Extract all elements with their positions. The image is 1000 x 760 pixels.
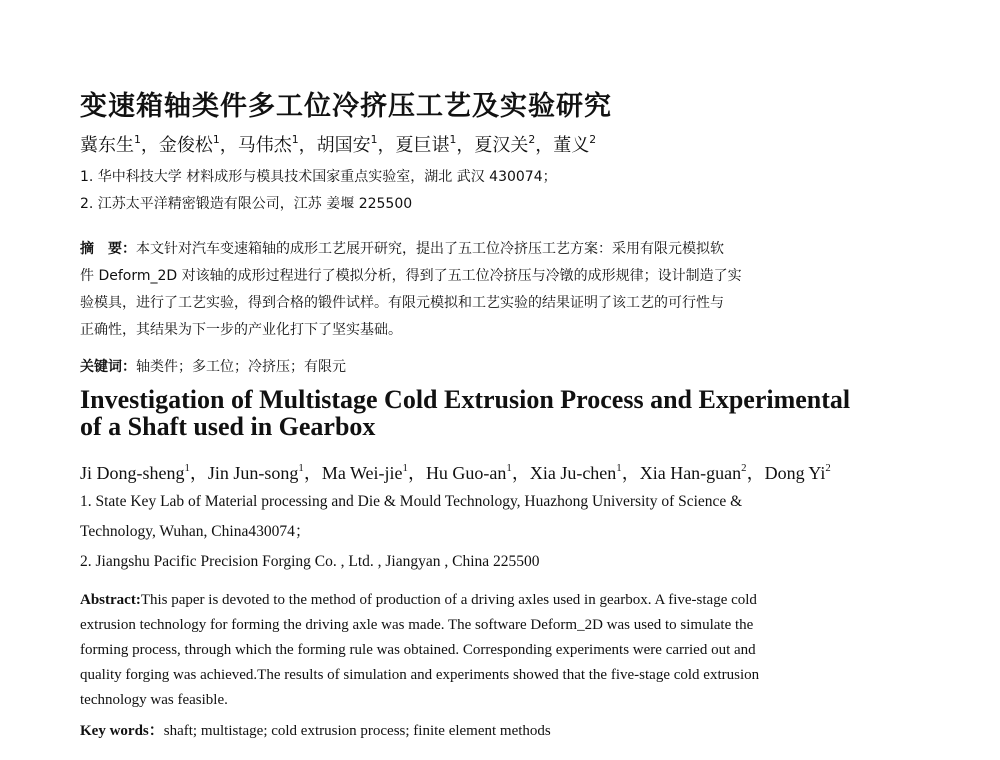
en-keywords-value: shaft; multistage; cold extrusion process; finite element methods <box>163 723 551 739</box>
zh-author-1: 冀东生 <box>80 135 134 156</box>
en-author-separator: ， <box>621 463 640 483</box>
zh-author-4: 胡国安 <box>316 135 371 156</box>
en-author-6: Xia Han-guan <box>639 463 742 483</box>
en-author-7-affiliation-mark: 2 <box>825 461 831 474</box>
zh-author-separator: ， <box>456 135 475 156</box>
zh-author-5-affiliation-mark: 1 <box>449 132 457 146</box>
zh-author-separator: ， <box>140 135 159 156</box>
zh-author-7-affiliation-mark: 2 <box>589 132 597 146</box>
en-author-6-affiliation-mark: 2 <box>741 461 747 474</box>
zh-abstract-line-1: 摘 要：本文针对汽车变速箱轴的成形工艺展开研究，提出了五工位冷挤压工艺方案：采用有限元模拟软 <box>80 241 724 257</box>
en-title <box>80 386 850 440</box>
en-author-2: Jin Jun-song <box>207 463 299 483</box>
zh-author-separator: ， <box>298 135 317 156</box>
en-affiliation-line-2: Technology, Wuhan, China430074； <box>80 523 311 540</box>
zh-author-3-affiliation-mark: 1 <box>291 132 299 146</box>
en-author-4-affiliation-mark: 1 <box>506 461 512 474</box>
zh-author-5: 夏巨谌 <box>395 135 450 156</box>
en-abstract <box>80 588 759 713</box>
en-affiliations <box>80 487 742 577</box>
zh-author-7: 董义 <box>553 135 590 156</box>
en-abstract-line-5: technology was feasible. <box>80 692 228 708</box>
en-affiliation-line-1: 1. State Key Lab of Material processing and Die & Mould Technology, Huazhong University of Science & <box>80 493 743 510</box>
en-author-5: Xia Ju-chen <box>529 463 617 483</box>
zh-author-1-affiliation-mark: 1 <box>134 132 141 146</box>
en-affiliation-line-3: 2. Jiangshu Pacific Precision Forging Co. , Ltd. , Jiangyan , China 225500 <box>80 553 540 570</box>
zh-author-4-affiliation-mark: 1 <box>370 132 378 146</box>
zh-author-separator: ， <box>377 135 396 156</box>
en-abstract-label: Abstract: <box>80 592 141 608</box>
en-author-separator: ， <box>303 463 322 483</box>
en-author-1: Ji Dong-sheng <box>80 463 185 483</box>
zh-affiliation-2: 2. 江苏太平洋精密锻造有限公司，江苏 姜堰 225500 <box>80 196 413 212</box>
en-keywords <box>80 719 551 740</box>
en-title-line-1: Investigation of Multistage Cold Extrusion Process and Experimental <box>80 385 851 414</box>
zh-author-3: 马伟杰 <box>237 135 292 156</box>
zh-title: 变速箱轴类件多工位冷挤压工艺及实验研究 <box>80 91 612 122</box>
en-author-2-affiliation-mark: 1 <box>298 461 304 474</box>
zh-abstract-line-4: 正确性，其结果为下一步的产业化打下了坚实基础。 <box>80 322 402 338</box>
zh-abstract-line-3: 验模具，进行了工艺实验，得到合格的锻件试样。有限元模拟和工艺实验的结果证明了该工艺的可行性与 <box>80 295 724 311</box>
en-author-7: Dong Yi <box>764 463 826 483</box>
zh-keywords-value: 轴类件；多工位；冷挤压；有限元 <box>136 359 346 375</box>
zh-affiliation-1: 1. 华中科技大学 材料成形与模具技术国家重点实验室，湖北 武汉 430074； <box>80 169 557 185</box>
en-author-5-affiliation-mark: 1 <box>616 461 622 474</box>
en-author-separator: ， <box>407 463 426 483</box>
zh-authors <box>80 131 596 157</box>
en-author-4: Hu Guo-an <box>425 463 507 483</box>
en-title-line-2: of a Shaft used in Gearbox <box>80 412 376 441</box>
en-author-separator: ， <box>189 463 208 483</box>
en-author-3: Ma Wei-jie <box>321 463 403 483</box>
en-author-1-affiliation-mark: 1 <box>184 461 190 474</box>
zh-author-separator: ， <box>535 135 554 156</box>
en-author-separator: ， <box>511 463 530 483</box>
en-author-3-affiliation-mark: 1 <box>402 461 408 474</box>
zh-author-2-affiliation-mark: 1 <box>212 132 220 146</box>
en-keywords-label: Key words： <box>80 723 164 739</box>
zh-keywords-label: 关键词： <box>80 359 136 375</box>
zh-author-separator: ， <box>219 135 238 156</box>
en-abstract-line-1: Abstract:This paper is devoted to the method of production of a driving axles used in gearbox. A five-stage cold <box>80 592 757 608</box>
en-author-separator: ， <box>746 463 765 483</box>
en-authors <box>80 459 831 485</box>
zh-author-6-affiliation-mark: 2 <box>528 132 536 146</box>
en-abstract-line-4: quality forging was achieved.The results of simulation and experiments showed that the five-stage cold extrusion <box>80 667 760 683</box>
zh-abstract-label: 摘 要： <box>80 241 136 257</box>
zh-abstract-line-2: 件 Deform_2D 对该轴的成形过程进行了模拟分析，得到了五工位冷挤压与冷镦的成形规律；设计制造了实 <box>80 268 742 284</box>
zh-abstract <box>80 236 920 344</box>
zh-keywords <box>80 356 346 376</box>
en-abstract-line-3: forming process, through which the forming rule was obtained. Corresponding experiments were carried out and <box>80 642 756 658</box>
zh-author-2: 金俊松 <box>158 135 213 156</box>
en-abstract-line-2: extrusion technology for forming the driving axle was made. The software Deform_2D was used to simulate the <box>80 617 754 633</box>
zh-author-6: 夏汉关 <box>474 135 529 156</box>
